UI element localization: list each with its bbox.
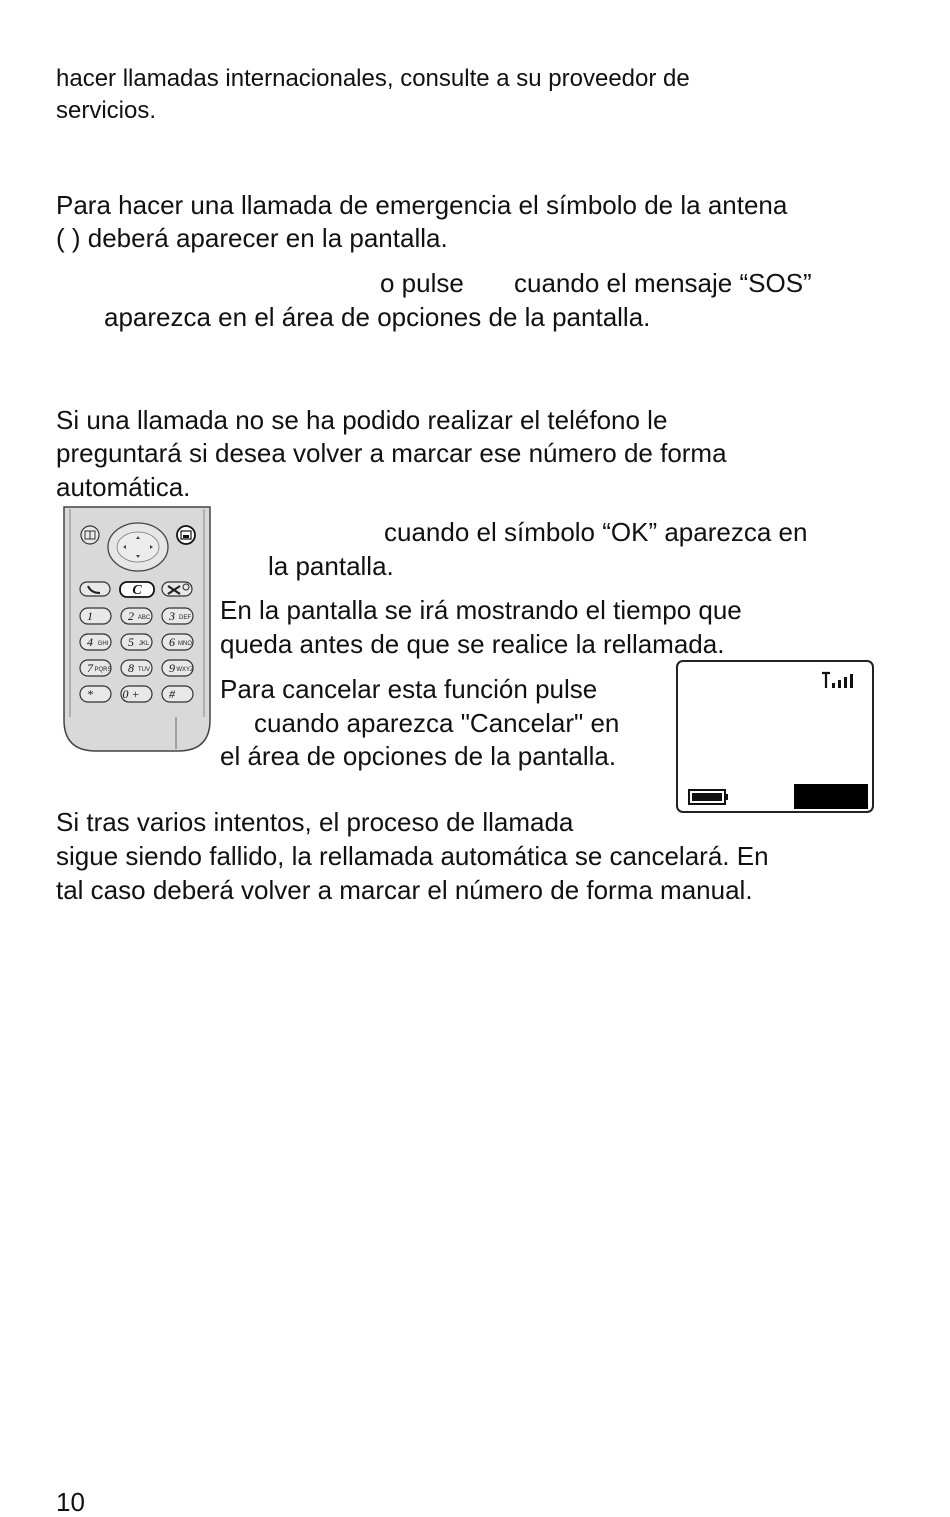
keypad-key: [162, 634, 193, 650]
keypad-key: [162, 608, 193, 624]
text-line: ( ) deberá aparecer en la pantalla.: [56, 223, 448, 253]
text-line: el área de opciones de la pantalla.: [220, 741, 617, 771]
keypad-key-digit: 6: [169, 635, 175, 649]
keypad-key-digit: 3: [169, 609, 175, 623]
text-line: Para cancelar esta función pulse: [220, 674, 598, 704]
end-key-icon: [162, 582, 192, 596]
text-line: cuando aparezca "Cancelar" en: [254, 708, 620, 738]
keypad-key: [121, 634, 152, 650]
keypad-key-digit: 9: [169, 661, 175, 675]
text-line: hacer llamadas internacionales, consulte a su proveedor de: [56, 65, 690, 92]
phone-screen-illustration: [676, 660, 874, 813]
text-line: queda antes de que se realice la rellamada.: [220, 629, 725, 659]
keypad-key: [121, 608, 152, 624]
text-line: aparezca en el área de opciones de la pantalla.: [104, 302, 651, 332]
keypad-key: [80, 660, 112, 676]
keypad-key-digit: #: [169, 687, 175, 701]
phone-illustration: [60, 505, 216, 757]
text-line: Para hacer una llamada de emergencia el símbolo de la antena: [56, 190, 788, 220]
keypad-key-digit: 5: [128, 635, 134, 649]
clear-key-icon: [120, 582, 154, 598]
phonebook-icon: [81, 526, 99, 544]
keypad-key: [121, 660, 152, 676]
keypad-key: [162, 686, 193, 702]
keypad-key: [80, 634, 111, 650]
text-line: cuando el mensaje “SOS”: [514, 268, 812, 298]
keypad-key-digit: 8: [128, 661, 134, 675]
text-line: preguntará si desea volver a marcar ese número de forma: [56, 438, 727, 468]
softkey-option-highlight: [794, 784, 868, 809]
keypad-key-digit: 7: [87, 661, 93, 675]
keypad-key-digit: *: [87, 687, 93, 701]
text-line: o pulse: [380, 268, 464, 298]
keypad-key: [162, 660, 194, 676]
text-line: automática.: [56, 472, 191, 502]
text-line: Si una llamada no se ha podido realizar el teléfono le: [56, 405, 668, 435]
text-line: En la pantalla se irá mostrando el tiempo que: [220, 595, 742, 625]
text-line: tal caso deberá volver a marcar el número de forma manual.: [56, 875, 753, 905]
keypad-key-digit: 2: [128, 609, 134, 623]
text-line: la pantalla.: [268, 551, 394, 581]
keypad-key: [80, 686, 111, 702]
call-key-icon: [80, 582, 110, 596]
keypad-key-letters: GHI: [97, 641, 109, 647]
keypad-key-letters: JKL: [138, 641, 150, 647]
text-line: cuando el símbolo “OK” aparezca en: [384, 517, 808, 547]
keypad-key-letters: MNO: [178, 641, 192, 647]
svg-text:C: C: [132, 583, 142, 598]
keypad-key-letters: WXYZ: [176, 667, 194, 673]
text-line: sigue siendo fallido, la rellamada automática se cancelará. En: [56, 841, 769, 871]
keypad-key-letters: DEF: [179, 615, 191, 621]
menu-key-icon: [177, 526, 195, 544]
navigation-pad-icon: [108, 523, 168, 571]
keypad-key-letters: ABC: [137, 615, 151, 621]
keypad-key-letters: TUV: [138, 667, 150, 673]
keypad-key: [80, 608, 111, 624]
keypad-key: [121, 686, 152, 702]
keypad-key-digit: 1: [87, 609, 93, 623]
page-number: 10: [56, 1487, 85, 1517]
text-line: Si tras varios intentos, el proceso de llamada: [56, 807, 574, 837]
keypad-key-digit: 4: [87, 635, 93, 649]
keypad-key-letters: PQRS: [94, 667, 112, 673]
text-line: servicios.: [56, 97, 157, 124]
keypad-key-digit: 0 +: [122, 687, 140, 701]
